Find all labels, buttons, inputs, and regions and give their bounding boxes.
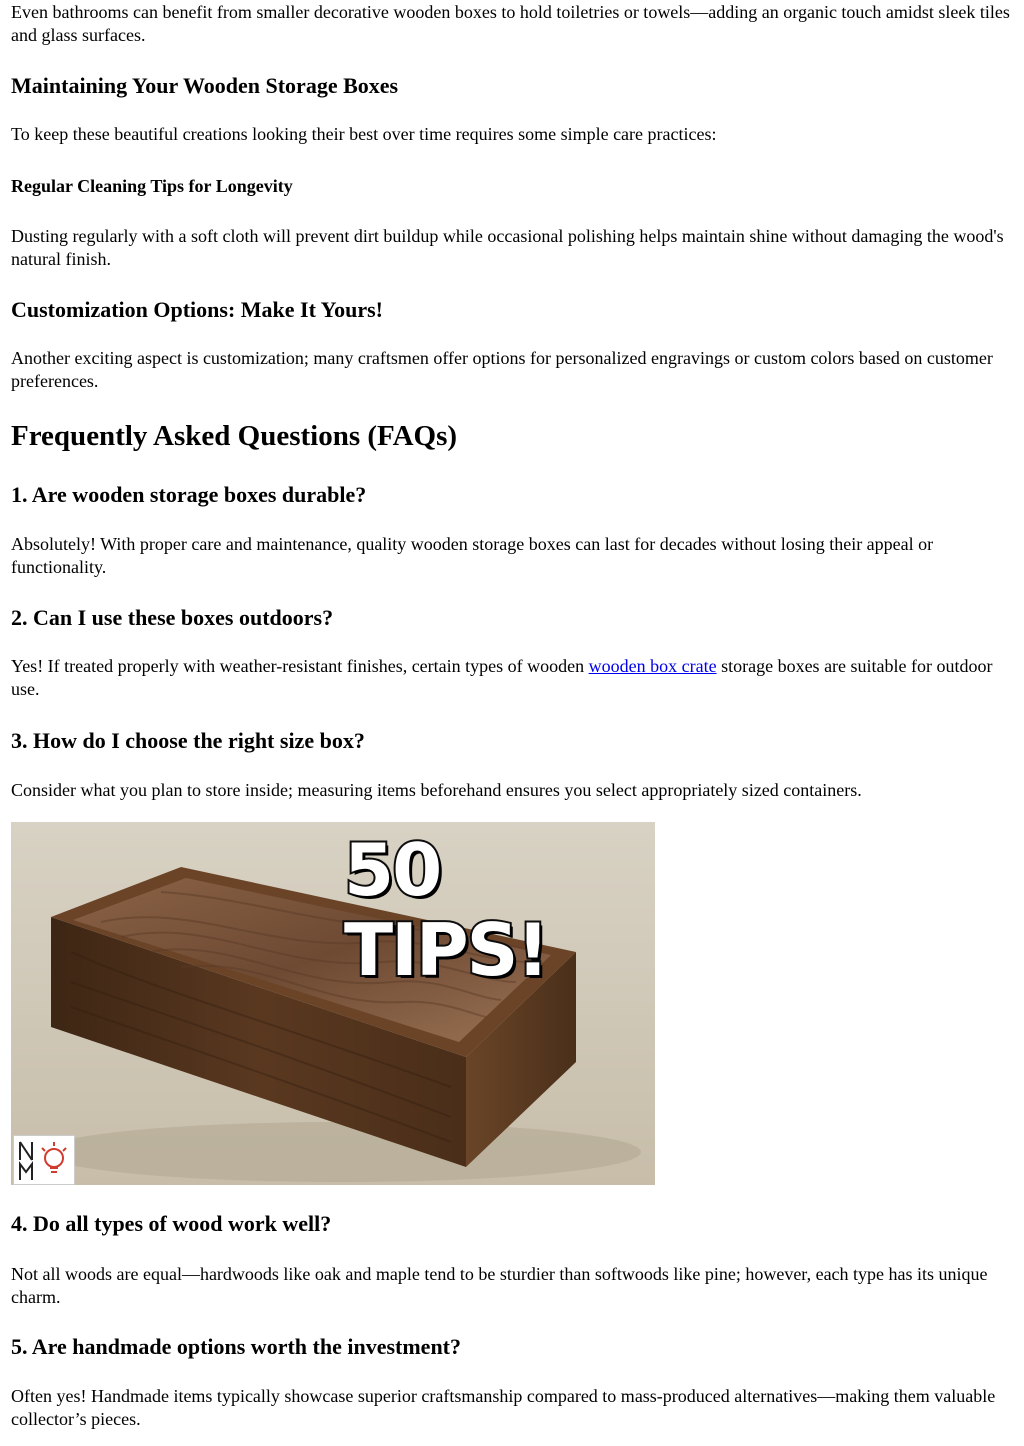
faq-answer-2-end: storage boxes are suitable for outdoor use. — [11, 656, 993, 699]
fifty-tips-overlay: 50 TIPS! — [344, 828, 548, 992]
lightbulb-logo-icon — [14, 1136, 74, 1184]
faq-heading: Frequently Asked Questions (FAQs) — [11, 420, 458, 452]
customization-heading: Customization Options: Make It Yours! — [11, 297, 383, 322]
faq-question-5: 5. Are handmade options worth the investment? — [11, 1334, 462, 1359]
cleaning-paragraph: Dusting regularly with a soft cloth will prevent dirt buildup while occasional polishing helps maintain shine without damaging the wood's natural finish. — [11, 226, 1004, 269]
faq-question-4: 4. Do all types of wood work well? — [11, 1211, 332, 1236]
wooden-box-photo — [11, 822, 655, 1185]
channel-logo — [13, 1135, 75, 1185]
bathroom-paragraph: Even bathrooms can benefit from smaller decorative wooden boxes to hold toiletries or towels—adding an organic touch amidst sleek tiles and glass surfaces. — [11, 2, 1010, 45]
faq-answer-2-start: Yes! If treated properly with weather-resistant finishes, certain types of wooden — [11, 656, 589, 676]
wooden-box-crate-link[interactable]: wooden box crate — [588, 656, 717, 676]
faq-answer-2 — [11, 655, 1015, 701]
faq-answer-1: Absolutely! With proper care and maintenance, quality wooden storage boxes can last for decades without losing their appeal or functionality. — [11, 534, 934, 577]
faq-answer-3: Consider what you plan to store inside; measuring items beforehand ensures you select appropriately sized containers. — [11, 780, 862, 800]
box-shadow — [41, 1122, 641, 1182]
faq-question-1: 1. Are wooden storage boxes durable? — [11, 482, 367, 507]
faq-answer-4: Not all woods are equal—hardwoods like oak and maple tend to be sturdier than softwoods like pine; however, each type has its unique charm. — [11, 1264, 988, 1307]
faq-question-3: 3. How do I choose the right size box? — [11, 728, 365, 753]
faq-question-2: 2. Can I use these boxes outdoors? — [11, 605, 334, 630]
maintaining-heading: Maintaining Your Wooden Storage Boxes — [11, 73, 399, 98]
customization-paragraph: Another exciting aspect is customization; many craftsmen offer options for personalized engravings or custom colors based on customer preferences. — [11, 348, 993, 391]
cleaning-heading: Regular Cleaning Tips for Longevity — [11, 176, 293, 196]
faq-answer-5: Often yes! Handmade items typically showcase superior craftsmanship compared to mass-produced alternatives—making them valuable collector’s pieces. — [11, 1386, 996, 1429]
maintaining-paragraph: To keep these beautiful creations looking their best over time requires some simple care practices: — [11, 124, 717, 144]
